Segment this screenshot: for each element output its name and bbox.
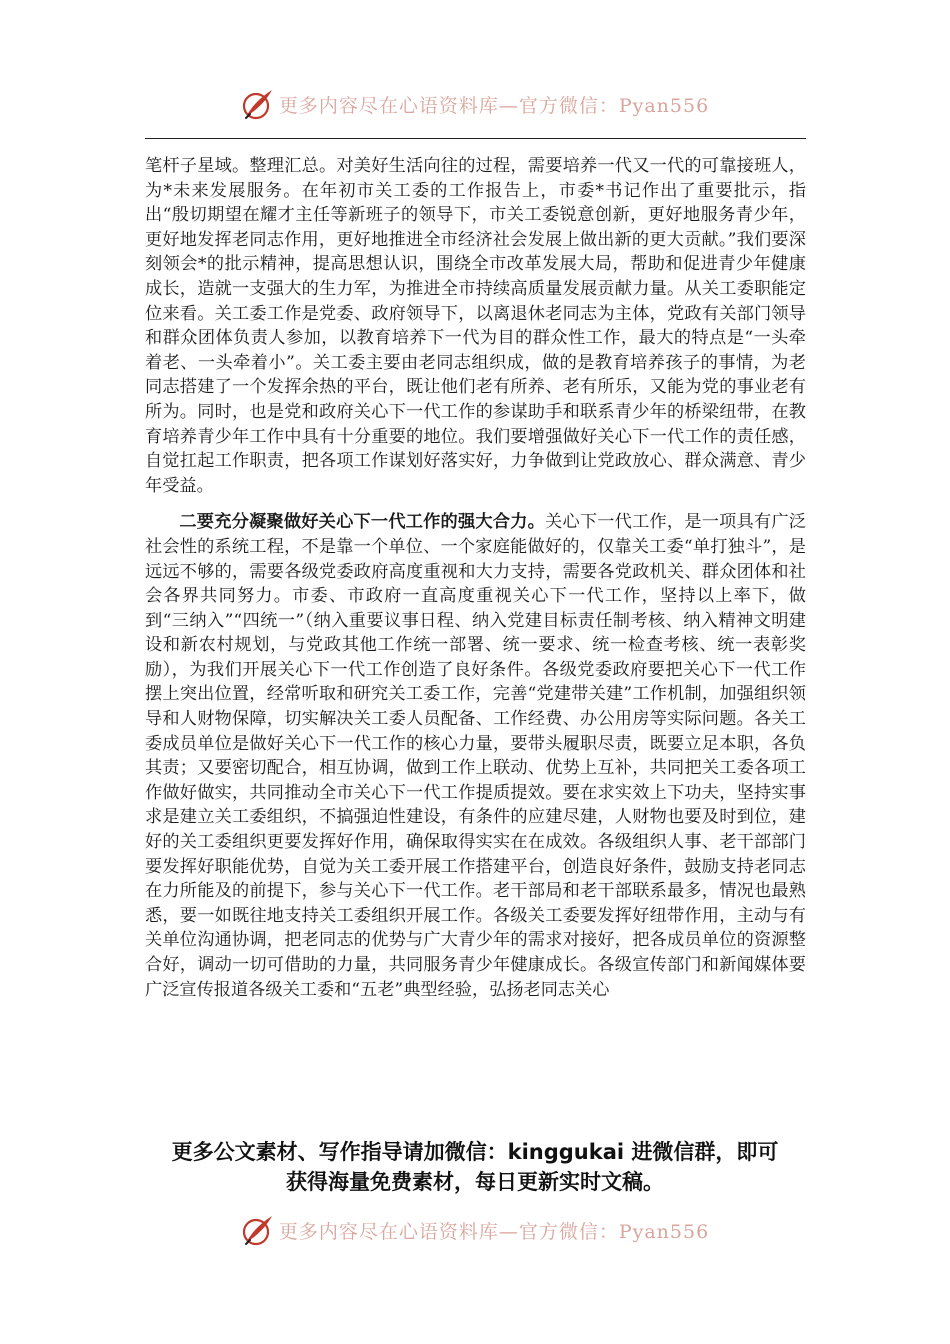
quill-logo-icon: [241, 1213, 275, 1247]
promo-line-1: 更多公文素材、写作指导请加微信：kinggukai 进微信群，即可: [171, 1140, 779, 1164]
paragraph-2: [145, 510, 806, 1002]
footer-banner-text: 更多内容尽在心语资料库—官方微信：Pyan556: [278, 1220, 710, 1243]
quill-logo-icon: [241, 87, 275, 121]
paragraph-2-heading: 二要充分凝聚做好关心下一代工作的强大合力。: [179, 512, 546, 533]
header-banner-text: 更多内容尽在心语资料库—官方微信：Pyan556: [278, 94, 710, 117]
paragraph-2-text: 关心下一代工作，是一项具有广泛社会性的系统工程，不是靠一个单位、一个家庭能做好的，仅靠关工委“单打独斗”，是远远不够的，需要各级党委政府高度重视和大力支持，需要各党政机关、群众团体和社会各界共同努力。市委、市政府一直高度重视关心下一代工作，坚持以上率下，做到“三纳入”“四统一”（纳入重要议事日程、纳入党建目标责任制考核、纳入精神文明建设和新农村规划，与党政其他工作统一部署、统一要求、统一检查考核、统一表彰奖励），为我们开展关心下一代工作创造了良好条件。各级党委政府要把关心下一代工作摆上突出位置，经常听取和研究关工委工作，完善“党建带关建”工作机制，加强组织领导和人财物保障，切实解决关工委人员配备、工作经费、办公用房等实际问题。各关工委成员单位是做好关心下一代工作的核心力量，要带头履职尽责，既要立足本职，各负其责；又要密切配合，相互协调，做到工作上联动、优势上互补，共同把关工委各项工作做好做实，共同推动全市关心下一代工作提质提效。要在求实效上下功夫，坚持实事求是建立关工委组织，不搞强迫性建设，有条件的应建尽建，人财物也要及时到位，建好的关工委组织更要发挥好作用，确保取得实实在在成效。各级组织人事、老干部部门要发挥好职能优势，自觉为关工委开展工作搭建平台，创造良好条件，鼓励支持老同志在力所能及的前提下，参与关心下一代工作。老干部局和老干部联系最多，情况也最熟悉，要一如既往地支持关工委组织开展工作。各级关工委要发挥好纽带作用，主动与有关单位沟通协调，把老同志的优势与广大青少年的需求对接好，把各成员单位的资源整合好，调动一切可借助的力量，共同服务青少年健康成长。各级宣传部门和新闻媒体要广泛宣传报道各级关工委和“五老”典型经验，弘扬老同志关心: [145, 512, 806, 1000]
header-banner: [0, 84, 950, 124]
header-divider: [145, 138, 806, 139]
promo-notice: [120, 1137, 830, 1197]
document-body: [145, 154, 806, 1002]
paragraph-1: 笔杆子星域。整理汇总。对美好生活向往的过程，需要培养一代又一代的可靠接班人，为*未来发展服务。在年初市关工委的工作报告上，市委*书记作出了重要批示，指出“殷切期望在耀才主任等新班子的领导下，市关工委锐意创新，更好地服务青少年，更好地发挥老同志作用，更好地推进全市经济社会发展上做出新的更大贡献。”我们要深刻领会*的批示精神，提高思想认识，围绕全市改革发展大局，帮助和促进青少年健康成长，造就一支强大的生力军，为推进全市持续高质量发展贡献力量。从关工委职能定位来看。关工委工作是党委、政府领导下，以离退休老同志为主体，党政有关部门领导和群众团体负责人参加，以教育培养下一代为目的群众性工作，最大的特点是“一头牵着老、一头牵着小”。关工委主要由老同志组织成，做的是教育培养孩子的事情，为老同志搭建了一个发挥余热的平台，既让他们老有所养、老有所乐，又能为党的事业老有所为。同时，也是党和政府关心下一代工作的参谋助手和联系青少年的桥梁纽带，在教育培养青少年工作中具有十分重要的地位。我们要增强做好关心下一代工作的责任感，自觉扛起工作职责，把各项工作谋划好落实好，力争做到让党政放心、群众满意、青少年受益。: [145, 156, 806, 496]
promo-line-2: 获得海量免费素材，每日更新实时文稿。: [286, 1170, 664, 1194]
footer-banner: [0, 1210, 950, 1250]
